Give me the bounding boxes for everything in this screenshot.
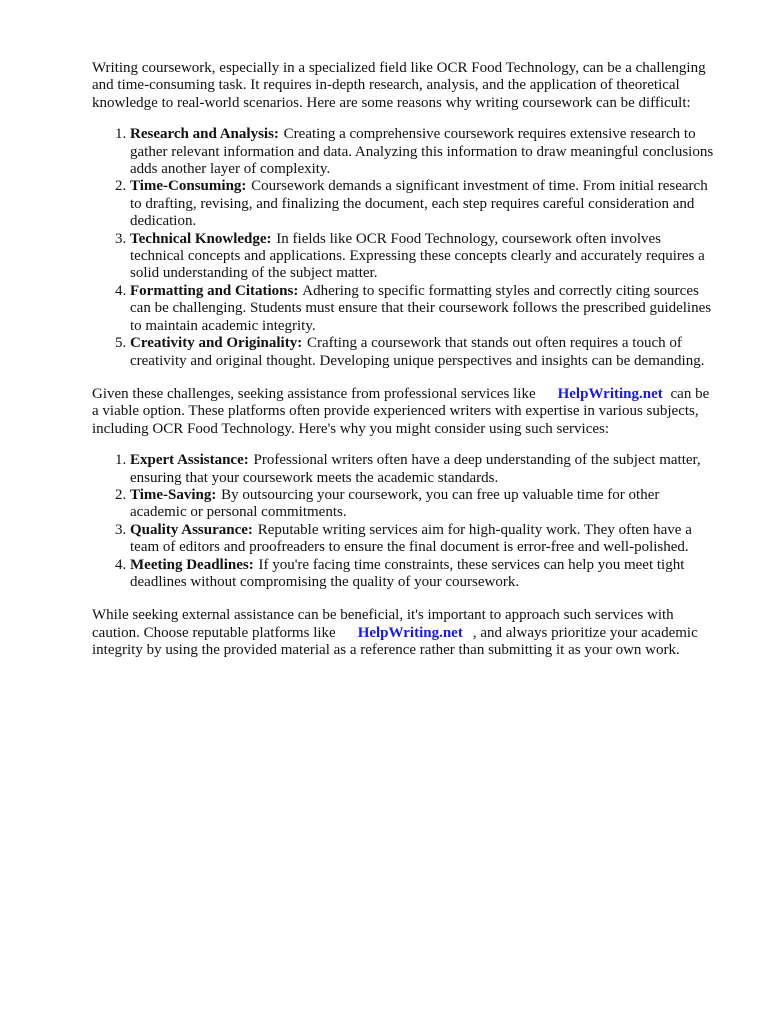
list-item-term: Quality Assurance:	[130, 521, 253, 538]
list-item	[130, 487, 718, 522]
list-item	[130, 522, 718, 557]
closing-paragraph	[92, 607, 718, 659]
list-item-text: Coursework demands a significant investment of time. From initial research to drafting, revising, and finalizing the document, each step requires careful consideration and dedication.	[130, 178, 708, 230]
list-item-term: Technical Knowledge:	[130, 230, 272, 247]
benefits-list	[92, 452, 718, 591]
middle-text-after: can be a viable option. These platforms often provide experienced writers with expertise in various subjects, including OCR Food Technology. Here's why you might consider using such services:	[92, 385, 710, 437]
list-item-text: Reputable writing services aim for high-quality work. They often have a team of editors and proofreaders to ensure the final document is error-free and well-polished.	[130, 521, 692, 556]
helpwriting-link[interactable]: HelpWriting.net	[557, 385, 663, 402]
list-item-term: Time-Saving:	[130, 486, 217, 503]
list-item-text: Creating a comprehensive coursework requires extensive research to gather relevant information and data. Analyzing this information to draw meaningful conclusions adds another layer of complexity.	[130, 126, 714, 178]
list-item-term: Formatting and Citations:	[130, 282, 299, 299]
middle-text-before: Given these challenges, seeking assistance from professional services like	[92, 385, 536, 402]
middle-paragraph	[92, 386, 718, 438]
list-item-text: Adhering to specific formatting styles and correctly citing sources can be challenging. Students must ensure that their coursework follows the prescribed guidelines to maintain academic integrity.	[130, 282, 712, 334]
list-item-text: In fields like OCR Food Technology, coursework often involves technical concepts and applications. Expressing these concepts clearly and accurately requires a solid understanding of the subject matter.	[130, 230, 705, 282]
list-item	[130, 335, 718, 370]
list-item	[130, 283, 718, 335]
reasons-list	[92, 126, 718, 370]
document-page	[92, 60, 718, 660]
list-item-term: Research and Analysis:	[130, 126, 279, 143]
closing-text-after: , and always prioritize your academic integrity by using the provided material as a reference rather than submitting it as your own work.	[92, 624, 698, 659]
list-item	[130, 126, 718, 178]
list-item-text: Professional writers often have a deep understanding of the subject matter, ensuring that your coursework meets the academic standards.	[130, 452, 701, 486]
list-item-text: Crafting a coursework that stands out often requires a touch of creativity and original thought. Developing unique perspectives and insights can be demanding.	[130, 335, 705, 369]
intro-paragraph: Writing coursework, especially in a specialized field like OCR Food Technology, can be a challenging and time-consuming task. It requires in-depth research, analysis, and the application of theoretical knowledge to real-world scenarios. Here are some reasons why writing coursework can be difficult:	[92, 60, 706, 111]
list-item-term: Time-Consuming:	[130, 178, 247, 195]
list-item-text: If you're facing time constraints, these services can help you meet tight deadlines without compromising the quality of your coursework.	[130, 556, 685, 590]
list-item-text: By outsourcing your coursework, you can free up valuable time for other academic or personal commitments.	[130, 486, 660, 521]
list-item-term: Creativity and Originality:	[130, 335, 303, 352]
helpwriting-link[interactable]: HelpWriting.net	[357, 624, 463, 641]
list-item-term: Expert Assistance:	[130, 452, 249, 469]
closing-text-before: While seeking external assistance can be beneficial, it's important to approach such services with caution. Choose reputable platforms like	[92, 607, 674, 641]
list-item	[130, 231, 718, 283]
list-item	[130, 452, 718, 487]
list-item-term: Meeting Deadlines:	[130, 556, 254, 573]
list-item	[130, 178, 718, 230]
list-item	[130, 557, 718, 592]
